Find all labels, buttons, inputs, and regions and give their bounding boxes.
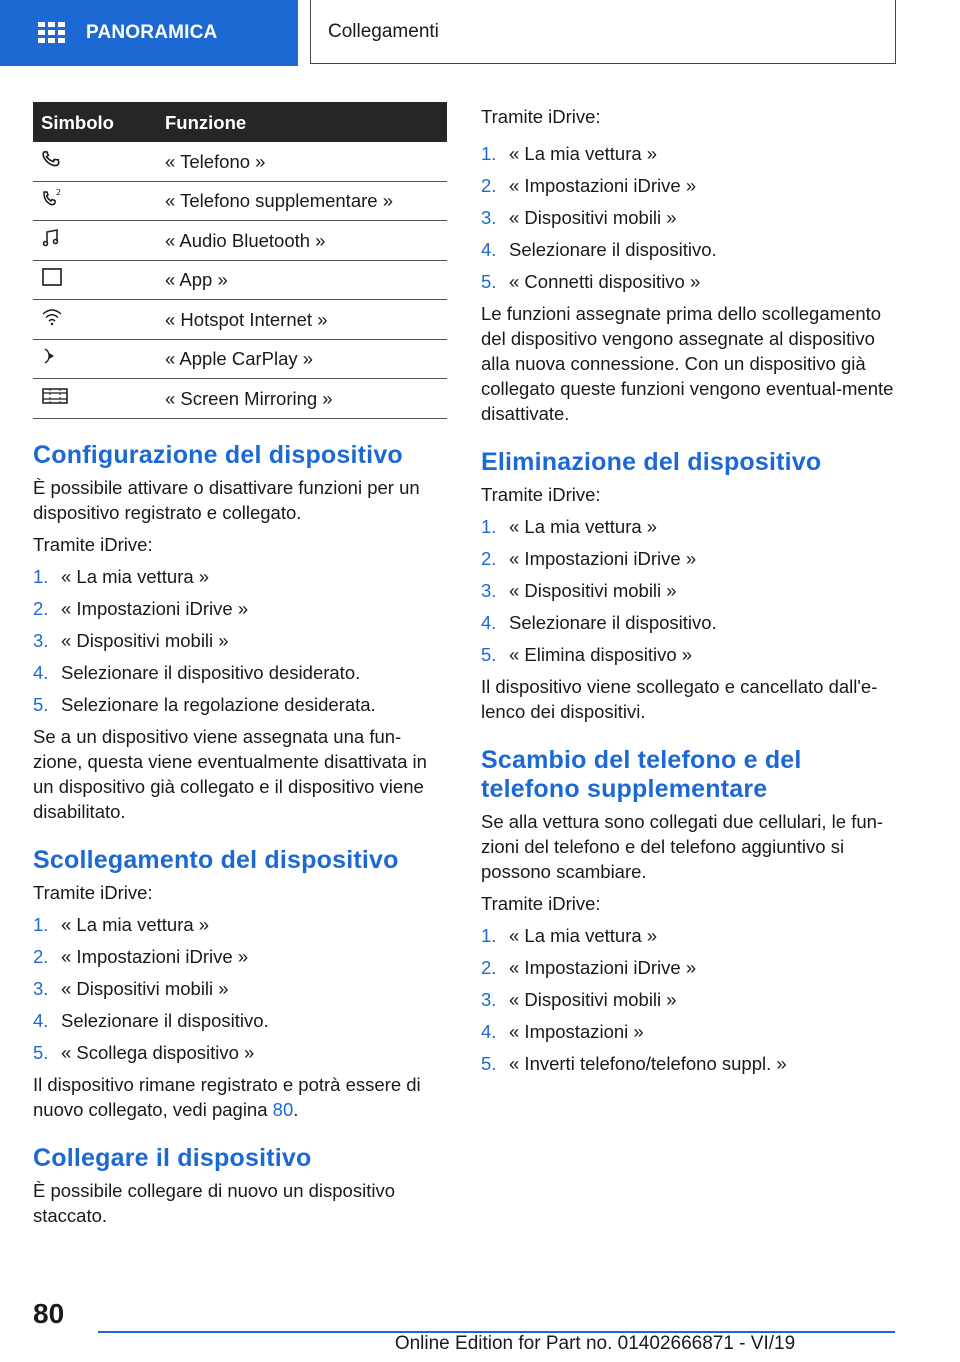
wifi-icon <box>41 307 63 333</box>
list-item: 5. « Elimina dispositivo » <box>481 644 693 665</box>
list-item: 5. « Inverti telefono/telefono suppl. » <box>481 1053 787 1074</box>
list-item: 4. « Impostazioni » <box>481 1021 644 1042</box>
list-item: 1. « La mia vettura » <box>33 565 210 587</box>
app-square-icon <box>41 267 63 293</box>
disconnect-via: Tramite iDrive: <box>33 881 153 903</box>
grid-menu-icon <box>38 22 66 44</box>
carplay-icon <box>41 346 61 372</box>
screen-mirroring-icon <box>41 386 69 412</box>
section-title-tab: Collegamenti <box>310 0 896 64</box>
table-cell-label: « Hotspot Internet » <box>153 300 447 340</box>
disconnect-steps <box>33 912 447 1065</box>
table-row <box>33 379 447 419</box>
config-steps <box>33 564 447 717</box>
swap-intro: Se alla vettura sono collegati due cellulari, le fun-zioni del telefono e del telefono aggiuntivo si possono scambiare. <box>481 811 884 882</box>
table-row <box>33 260 447 300</box>
list-item: 5. « Connetti dispositivo » <box>481 271 701 292</box>
connect-steps <box>481 141 896 294</box>
list-item: 5. Selezionare la regolazione desiderata. <box>33 693 376 715</box>
list-item: 4. Selezionare il dispositivo desiderato. <box>33 661 361 683</box>
config-via: Tramite iDrive: <box>33 533 153 555</box>
connect-note: Le funzioni assegnate prima dello scollegamento del dispositivo vengono assegnate al dispositivo alla nuova connessione. Con un dispositivo già collegato queste funzioni vengono eventual-mente disattivate. <box>481 303 894 424</box>
delete-via: Tramite iDrive: <box>481 484 601 505</box>
list-item: 2. « Impostazioni iDrive » <box>481 175 697 196</box>
list-item: 2. « Impostazioni iDrive » <box>33 945 249 967</box>
overview-nav-label: PANORAMICA <box>86 22 218 43</box>
config-intro: È possibile attivare o disattivare funzioni per un dispositivo registrato e collegato. <box>33 476 420 523</box>
overview-nav-button[interactable] <box>0 0 298 66</box>
page-number: 80 <box>33 1298 65 1329</box>
list-item: 5. « Scollega dispositivo » <box>33 1041 255 1063</box>
symbol-table <box>33 102 447 419</box>
table-cell-label: « Telefono » <box>153 142 447 181</box>
table-row <box>33 181 447 221</box>
list-item: 2. « Impostazioni iDrive » <box>33 597 249 619</box>
table-row <box>33 339 447 379</box>
list-item: 3. « Dispositivi mobili » <box>481 207 677 228</box>
table-cell-label: « Screen Mirroring » <box>153 379 447 419</box>
table-cell-label: « Audio Bluetooth » <box>153 221 447 261</box>
delete-steps <box>481 514 896 667</box>
table-header-symbol: Simbolo <box>33 102 153 142</box>
list-item: 3. « Dispositivi mobili » <box>33 977 229 999</box>
table-row <box>33 142 447 181</box>
list-item: 4. Selezionare il dispositivo. <box>481 239 717 260</box>
edition-footer: Online Edition for Part no. 01402666871 - VI/19 <box>394 1333 796 1354</box>
swap-via: Tramite iDrive: <box>481 893 601 914</box>
swap-heading: Scambio del telefono e del telefono supplementare <box>481 746 802 803</box>
phone-2-icon <box>41 187 63 215</box>
phone-icon <box>41 149 61 175</box>
connect-intro: È possibile collegare di nuovo un dispositivo staccato. <box>33 1179 395 1226</box>
table-row <box>33 300 447 340</box>
svg-text:2: 2 <box>56 187 62 197</box>
list-item: 2. « Impostazioni iDrive » <box>481 957 697 978</box>
page-reference-link[interactable]: 80 <box>272 1098 294 1120</box>
delete-heading: Eliminazione del dispositivo <box>481 448 822 476</box>
table-cell-label: « Telefono supplementare » <box>153 181 447 221</box>
table-row <box>33 221 447 261</box>
connect-via: Tramite iDrive: <box>481 106 601 127</box>
config-note: Se a un dispositivo viene assegnata una fun-zione, questa viene eventualmente disattivata in un dispositivo già collegato e il dispositivo viene disabilitato. <box>33 725 427 822</box>
list-item: 4. Selezionare il dispositivo. <box>33 1009 269 1031</box>
list-item: 1. « La mia vettura » <box>481 143 658 164</box>
list-item: 3. « Dispositivi mobili » <box>481 989 677 1010</box>
table-header-function: Funzione <box>153 102 447 142</box>
config-heading: Configurazione del dispositivo <box>33 440 403 469</box>
list-item: 1. « La mia vettura » <box>481 925 658 946</box>
delete-note: Il dispositivo viene scollegato e cancellato dall'e-lenco dei dispositivi. <box>481 676 878 722</box>
swap-steps <box>481 923 896 1076</box>
list-item: 1. « La mia vettura » <box>33 913 210 935</box>
disconnect-note: Il dispositivo rimane registrato e potrà essere di nuovo collegato, vedi pagina 80. <box>33 1073 421 1120</box>
table-cell-label: « Apple CarPlay » <box>153 339 447 379</box>
list-item: 2. « Impostazioni iDrive » <box>481 548 697 569</box>
music-note-icon <box>41 228 61 254</box>
list-item: 4. Selezionare il dispositivo. <box>481 612 717 633</box>
list-item: 3. « Dispositivi mobili » <box>33 629 229 651</box>
page-header <box>0 0 960 66</box>
list-item: 1. « La mia vettura » <box>481 516 658 537</box>
list-item: 3. « Dispositivi mobili » <box>481 580 677 601</box>
right-column <box>481 104 896 1083</box>
connect-heading: Collegare il dispositivo <box>33 1143 312 1172</box>
table-cell-label: « App » <box>153 260 447 300</box>
left-column <box>33 102 447 1235</box>
disconnect-heading: Scollegamento del dispositivo <box>33 845 399 874</box>
